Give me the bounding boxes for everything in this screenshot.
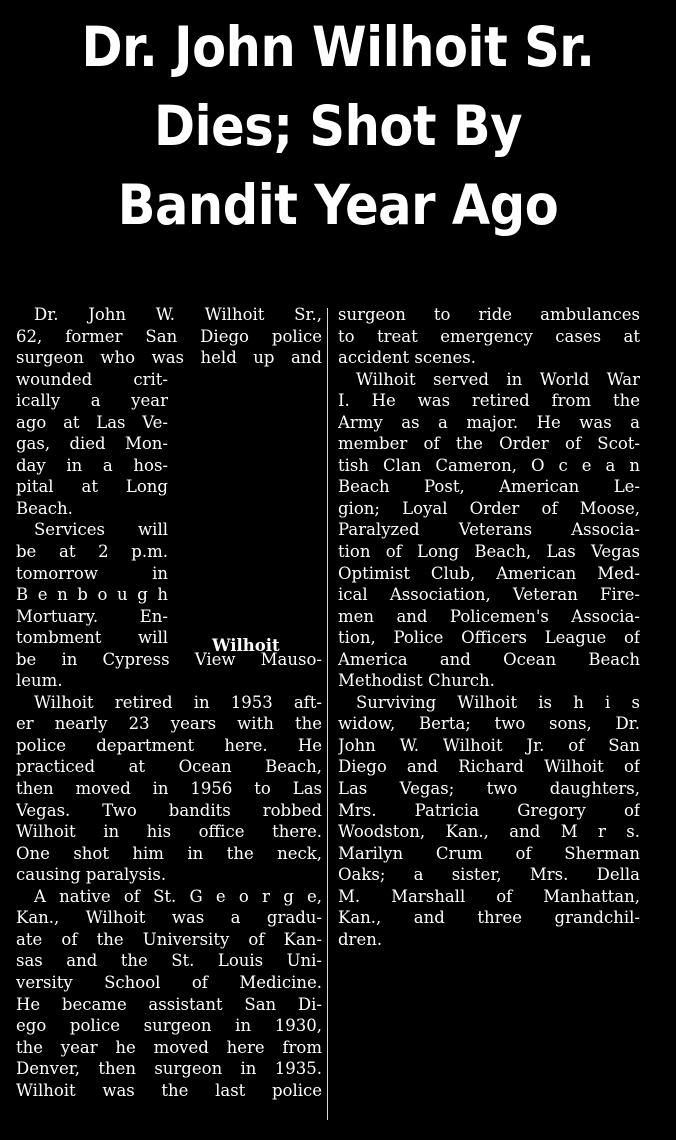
text-line: pital at Long <box>16 477 168 497</box>
text-line: Army as a major. He was a <box>338 412 640 432</box>
text-line: Mrs. Patricia Gregory of <box>338 800 640 820</box>
headline-line-3: Bandit Year Ago <box>117 173 559 237</box>
text-line: ical Association, Veteran Fire- <box>338 585 640 605</box>
text-line: Dr. John W. Wilhoit Sr., <box>34 305 322 324</box>
text-line: be at 2 p.m. <box>16 542 168 562</box>
text-line: Surviving Wilhoit is h i s <box>356 692 640 712</box>
text-line: be in Cypress View Mauso- <box>16 649 322 669</box>
text-line: Marilyn Crum of Sherman <box>338 843 640 863</box>
text-line: Paralyzed Veterans Associa- <box>338 520 640 540</box>
text-line: Woodston, Kan., and M r s. <box>338 822 640 842</box>
text-line: Wilhoit retired in 1953 aft- <box>34 692 322 712</box>
text-line: Services will <box>34 520 168 540</box>
text-line: ically a year <box>16 391 168 411</box>
text-line: Wilhoit was the last police <box>16 1080 322 1100</box>
text-line: ego police surgeon in 1930, <box>16 1016 322 1036</box>
text-line: ate of the University of Kan- <box>16 929 322 949</box>
text-line: tion, Police Officers League of <box>338 628 640 648</box>
right-column <box>338 304 640 950</box>
text-line: Kan., Wilhoit was a gradu- <box>16 908 322 928</box>
text-line: Methodist Church. <box>338 671 495 691</box>
text-line: gion; Loyal Order of Moose, <box>338 498 640 518</box>
text-line: surgeon who was held up and <box>16 348 322 368</box>
text-line: versity School of Medicine. <box>16 972 322 992</box>
text-line: Kan., and three grandchil- <box>338 908 640 928</box>
text-line: Diego and Richard Wilhoit of <box>338 757 640 777</box>
text-line: Optimist Club, American Med- <box>338 563 640 583</box>
text-line: practiced at Ocean Beach, <box>16 757 322 777</box>
text-line: wounded crit- <box>16 369 168 389</box>
text-line: causing paralysis. <box>16 865 167 885</box>
portrait-photo <box>170 368 320 638</box>
text-line: Wilhoit in his office there. <box>16 822 322 842</box>
text-line: the year he moved here from <box>16 1037 322 1057</box>
text-line: Beach. <box>16 498 73 518</box>
text-line: dren. <box>338 929 383 949</box>
text-line: Las Vegas; two daughters, <box>338 779 640 799</box>
text-line: surgeon to ride ambulances <box>338 305 640 324</box>
text-line: B e n b o u g h <box>16 585 168 605</box>
text-line: Vegas. Two bandits robbed <box>16 800 322 820</box>
text-line: gas, died Mon- <box>16 434 168 454</box>
text-line: Denver, then surgeon in 1935. <box>16 1059 322 1079</box>
text-line: then moved in 1956 to Las <box>16 779 322 799</box>
column-rule <box>327 308 328 1120</box>
text-line: tish Clan Cameron, O c e a n <box>338 455 640 475</box>
text-line: accident scenes. <box>338 348 477 368</box>
headline-line-2: Dies; Shot By <box>153 94 523 158</box>
text-line: ago at Las Ve- <box>16 412 168 432</box>
text-line: Mortuary. En- <box>16 606 168 626</box>
text-line: tion of Long Beach, Las Vegas <box>338 542 640 562</box>
headline-line-1: Dr. John Wilhoit Sr. <box>81 15 595 79</box>
text-line: men and Policemen's Associa- <box>338 606 640 626</box>
text-line: John W. Wilhoit Jr. of San <box>338 735 640 755</box>
headline <box>34 8 642 245</box>
text-line: I. He was retired from the <box>338 391 640 411</box>
text-line: police department here. He <box>16 735 322 755</box>
photo-caption: Wilhoit <box>212 636 280 655</box>
text-line: tomorrow in <box>16 563 168 583</box>
text-line: Oaks; a sister, Mrs. Della <box>338 865 640 885</box>
text-line: leum. <box>16 671 63 691</box>
text-line: to treat emergency cases at <box>338 326 640 346</box>
text-line: Wilhoit served in World War <box>356 369 640 389</box>
text-line: He became assistant San Di- <box>16 994 322 1014</box>
text-line: Beach Post, American Le- <box>338 477 640 497</box>
text-line: sas and the St. Louis Uni- <box>16 951 322 971</box>
text-line: M. Marshall of Manhattan, <box>338 886 640 906</box>
text-line: A native of St. G e o r g e, <box>34 886 322 906</box>
text-line: er nearly 23 years with the <box>16 714 322 734</box>
text-line: 62, former San Diego police <box>16 326 322 346</box>
text-line: One shot him in the neck, <box>16 843 322 863</box>
text-line: widow, Berta; two sons, Dr. <box>338 714 640 734</box>
text-line: America and Ocean Beach <box>338 649 640 669</box>
text-line: day in a hos- <box>16 455 168 475</box>
text-line: tombment will <box>16 628 168 648</box>
text-line: member of the Order of Scot- <box>338 434 640 454</box>
